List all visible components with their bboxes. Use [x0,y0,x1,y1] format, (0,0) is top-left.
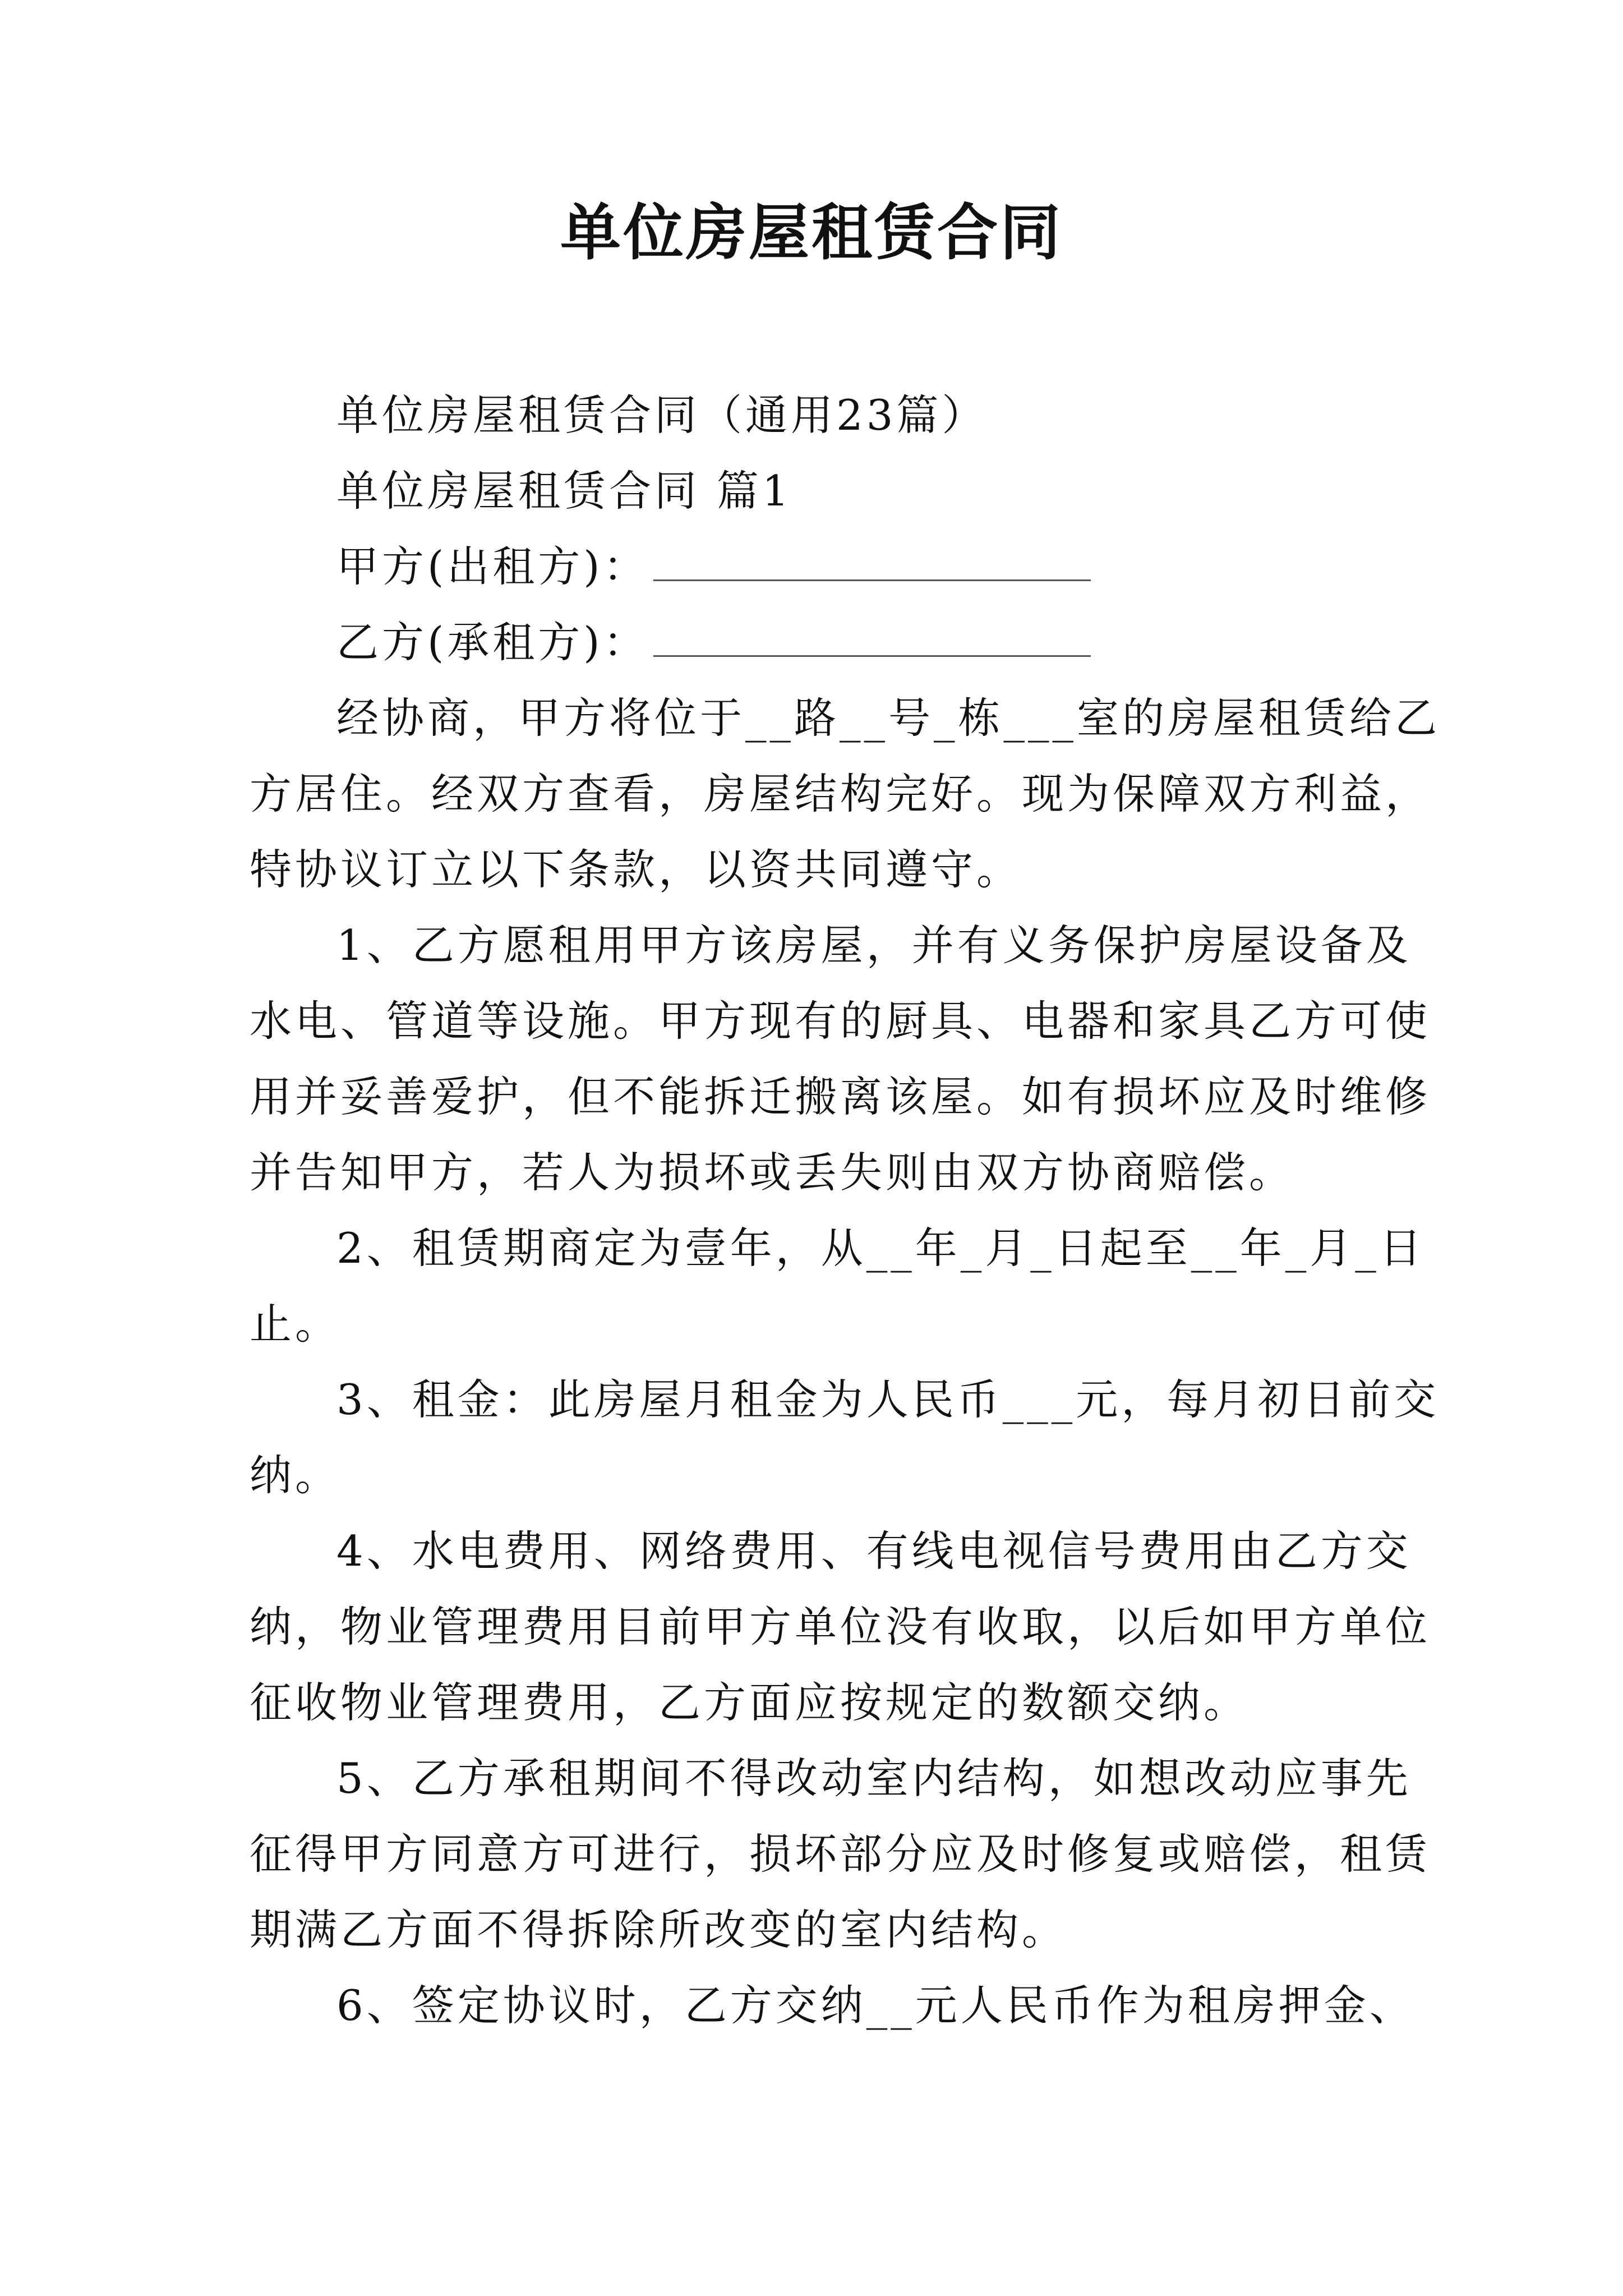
paragraph-line: 经协商，甲方将位于__路__号_栋___室的房屋租赁给乙 [336,693,1441,743]
clause-4-line: 征收物业管理费用，乙方面应按规定的数额交纳。 [250,1678,1249,1727]
paragraph-line: 特协议订立以下条款，以资共同遵守。 [250,845,1022,894]
clause-2-line: 2、租赁期商定为壹年，从__年_月_日起至__年_月_日 [336,1223,1425,1273]
clause-1-line: 1、乙方愿租用甲方该房屋，并有义务保护房屋设备及 [336,921,1412,970]
clause-4-line: 纳，物业管理费用目前甲方单位没有收取，以后如甲方单位 [250,1602,1431,1651]
clause-6-line: 6、签定协议时，乙方交纳__元人民币作为租房押金、 [336,1981,1415,2030]
section-heading: 单位房屋租赁合同 篇1 [336,466,792,516]
party-a-label: 甲方(出租方)： [336,542,649,591]
clause-4-line: 4、水电费用、网络费用、有线电视信号费用由乙方交 [336,1526,1412,1576]
clause-5-line: 5、乙方承租期间不得改动室内结构，如想改动应事先 [336,1754,1412,1803]
clause-5-line: 征得甲方同意方可进行，损坏部分应及时修复或赔偿，租赁 [250,1829,1431,1879]
party-a-line [336,536,1091,597]
clause-2-line: 止。 [250,1299,341,1349]
clause-1-line: 水电、管道等设施。甲方现有的厨具、电器和家具乙方可使 [250,996,1431,1046]
clause-1-line: 并告知甲方，若人为损坏或丢失则由双方协商赔偿。 [250,1148,1295,1197]
party-b-label: 乙方(承租方)： [336,618,649,667]
subtitle-line: 单位房屋租赁合同（通用23篇） [336,390,988,440]
clause-3-line: 3、租金：此房屋月租金为人民币___元，每月初日前交 [336,1375,1440,1424]
clause-5-line: 期满乙方面不得拆除所改变的室内结构。 [250,1905,1068,1954]
clause-3-line: 纳。 [250,1451,341,1500]
document-title: 单位房屋租赁合同 [560,197,1063,268]
party-b-blank [653,616,1091,657]
party-b-line [336,611,1091,673]
party-a-blank [653,540,1091,581]
clause-1-line: 用并妥善爱护，但不能拆迁搬离该屋。如有损坏应及时维修 [250,1072,1431,1121]
paragraph-line: 方居住。经双方查看，房屋结构完好。现为保障双方利益， [250,769,1431,818]
